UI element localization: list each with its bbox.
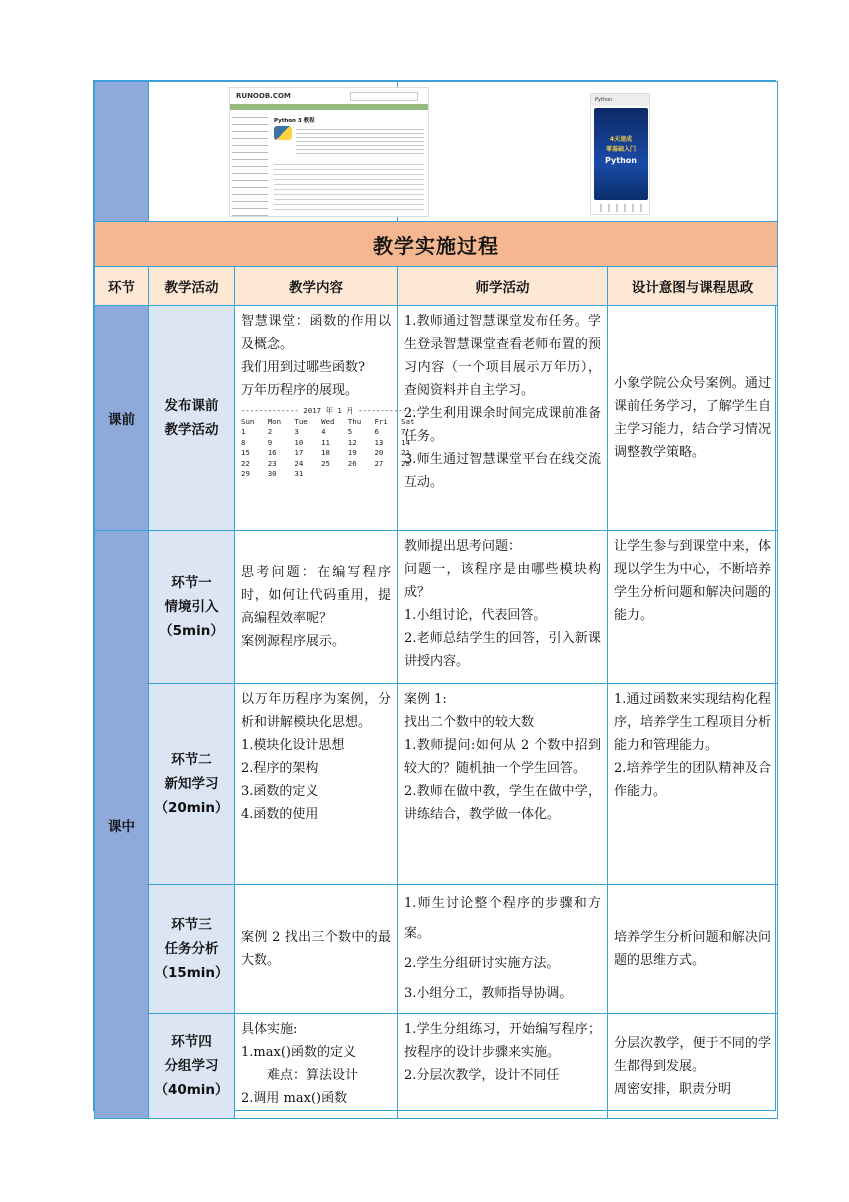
table-row bbox=[95, 684, 778, 885]
teacher-cell bbox=[398, 1014, 608, 1119]
title-row bbox=[95, 222, 778, 267]
header-intent: 设计意图与课程思政 bbox=[608, 267, 778, 306]
content-line: 2.程序的架构 bbox=[241, 761, 319, 776]
table-row bbox=[95, 1014, 778, 1119]
phone-footer-icons bbox=[594, 204, 648, 212]
image-row bbox=[95, 82, 778, 222]
teacher-line: 1.教师通过智慧课堂发布任务。学生登录智慧课堂查看老师布置的预习内容（一个项目展示万年历），查阅资料并自主学习。 bbox=[404, 314, 601, 398]
content-cell bbox=[235, 1014, 398, 1119]
content-line: 以万年历程序为案例，分析和讲解模块化思想。 bbox=[241, 692, 391, 730]
ad-line: 4天速成 bbox=[609, 136, 633, 143]
intent-cell bbox=[608, 1014, 778, 1119]
content-line: 2.调用 max()函数 bbox=[241, 1091, 348, 1106]
content-line: 1.模块化设计思想 bbox=[241, 738, 345, 753]
header-activity: 教学活动 bbox=[149, 267, 235, 306]
content-line: 具体实施: bbox=[241, 1022, 298, 1037]
website-sidebar bbox=[232, 114, 268, 216]
activity-line: 任务分析 bbox=[164, 941, 219, 957]
content-cell bbox=[235, 531, 398, 684]
website-heading: Python 3 教程 bbox=[274, 118, 315, 124]
activity-line: （15min） bbox=[154, 965, 229, 981]
stage-pre: 课前 bbox=[95, 306, 149, 531]
ad-line: 零基础入门 bbox=[605, 146, 636, 153]
content-line: 3.函数的定义 bbox=[241, 784, 319, 799]
website-logo: RUNOOB.COM bbox=[236, 92, 291, 100]
header-content: 教学内容 bbox=[235, 267, 398, 306]
section-title: 教学实施过程 bbox=[95, 222, 778, 267]
activity-cell bbox=[149, 306, 235, 531]
stage-cell-top bbox=[95, 82, 149, 222]
runoob-website-screenshot bbox=[229, 87, 429, 217]
intent-line: 2.培养学生的团队精神及合作能力。 bbox=[614, 761, 771, 799]
content-line: 案例源程序展示。 bbox=[241, 634, 346, 649]
content-line: 智慧课堂：函数的作用以及概念。 bbox=[241, 314, 391, 352]
website-text-block bbox=[274, 160, 424, 214]
teacher-line: 1.小组讨论，代表回答。 bbox=[404, 608, 547, 623]
activity-cell bbox=[149, 531, 235, 684]
intent-line: 分层次教学，便于不同的学生都得到发展。 bbox=[614, 1035, 771, 1074]
header-teacher-student: 师学活动 bbox=[398, 267, 608, 306]
activity-line: 情境引入 bbox=[164, 599, 219, 615]
teacher-line: 问题一，该程序是由哪些模块构成？ bbox=[404, 562, 601, 600]
teacher-line: 3.小组分工，教师指导协调。 bbox=[404, 986, 573, 1001]
intent-line: 培养学生分析问题和解决问题的思维方式。 bbox=[614, 930, 771, 968]
teacher-line: 2.教师在做中教，学生在做中学，讲练结合，教学做一体化。 bbox=[404, 784, 601, 822]
table-row bbox=[95, 885, 778, 1014]
content-cell bbox=[235, 885, 398, 1014]
activity-line: 环节四 bbox=[171, 1034, 212, 1050]
content-line: 4.函数的使用 bbox=[241, 807, 319, 822]
activity-cell bbox=[149, 1014, 235, 1119]
activity-cell bbox=[149, 885, 235, 1014]
activity-line: 环节二 bbox=[171, 752, 212, 768]
calendar-output: ------------- 2017 年 1 月 ------------- Sun Mon Tue Wed Thu Fri Sat 1 2 3 4 5 6 7 8 9 10 11 12 13 14 15 16 17 18 19 20 21 22 23 24 25 26 27 28 29 30 31 bbox=[241, 406, 416, 478]
teacher-line: 1.教师提问:如何从 2 个数中招到较大的？随机抽一个学生回答。 bbox=[404, 738, 601, 776]
content-line: 万年历程序的展现。 bbox=[241, 383, 359, 398]
activity-line: 分组学习 bbox=[164, 1058, 219, 1074]
lesson-plan-table bbox=[93, 80, 776, 1111]
teacher-cell bbox=[398, 531, 608, 684]
teacher-line: 2.老师总结学生的回答，引入新课讲授内容。 bbox=[404, 631, 601, 669]
intent-line: 1.通过函数来实现结构化程序，培养学生工程项目分析能力和管理能力。 bbox=[614, 692, 771, 753]
table-row bbox=[95, 531, 778, 684]
python-course-ad bbox=[594, 108, 648, 200]
intent-cell bbox=[608, 885, 778, 1014]
teacher-line: 1.学生分组练习，开始编写程序；按程序的设计步骤来实施。 bbox=[404, 1022, 601, 1060]
activity-line: 环节一 bbox=[171, 575, 212, 591]
intent-line: 周密安排，职责分明 bbox=[614, 1081, 732, 1097]
activity-line: 新知学习 bbox=[164, 776, 219, 792]
content-line: 难点：算法设计 bbox=[241, 1068, 359, 1083]
intent-cell bbox=[608, 531, 778, 684]
activity-line: （40min） bbox=[154, 1082, 229, 1098]
website-nav-bar bbox=[230, 104, 429, 110]
teacher-cell bbox=[398, 684, 608, 885]
website-search-box bbox=[350, 92, 418, 101]
activity-line: 发布课前 bbox=[164, 398, 219, 414]
phone-screenshot bbox=[590, 93, 650, 215]
activity-line: 环节三 bbox=[171, 917, 212, 933]
content-cell bbox=[235, 306, 416, 531]
content-cell bbox=[235, 684, 398, 885]
stage-in: 课中 bbox=[95, 531, 149, 1119]
content-line: 案例 2 找出三个数中的最大数。 bbox=[241, 930, 391, 968]
teacher-line: 教师提出思考问题： bbox=[404, 539, 522, 554]
teacher-line: 案例 1: bbox=[404, 692, 447, 707]
header-row bbox=[95, 267, 778, 306]
teacher-line: 2.学生分组研讨实施方法。 bbox=[404, 956, 560, 971]
website-text-block bbox=[296, 126, 424, 156]
teacher-line: 2.学生利用课余时间完成课前准备任务。 bbox=[404, 406, 601, 444]
header-stage: 环节 bbox=[95, 267, 149, 306]
intent-cell bbox=[608, 684, 778, 885]
teacher-cell bbox=[398, 306, 608, 531]
teacher-line: 1.师生讨论整个程序的步骤和方案。 bbox=[404, 896, 601, 941]
python-logo-icon bbox=[274, 126, 292, 140]
ad-line: Python bbox=[605, 156, 637, 165]
teacher-line: 3.师生通过智慧课堂平台在线交流互动。 bbox=[404, 452, 601, 490]
activity-line: 教学活动 bbox=[164, 422, 219, 438]
phone-title-bar: Python bbox=[591, 94, 650, 106]
activity-line: （20min） bbox=[154, 800, 229, 816]
teacher-cell bbox=[398, 885, 608, 1014]
content-line: 我们用到过哪些函数? bbox=[241, 360, 365, 375]
activity-line: （5min） bbox=[159, 623, 224, 639]
content-line: 思考问题：在编写程序时，如何让代码重用，提高编程效率呢？ bbox=[241, 565, 391, 626]
phone-image-cell bbox=[398, 82, 778, 222]
teacher-line: 2.分层次教学，设计不同任 bbox=[404, 1068, 560, 1083]
intent-line: 小象学院公众号案例。通过课前任务学习，了解学生自主学习能力，结合学习情况调整教学策略。 bbox=[614, 376, 771, 460]
content-line: 1.max()函数的定义 bbox=[241, 1045, 356, 1060]
activity-cell bbox=[149, 684, 235, 885]
teacher-line: 找出二个数中的较大数 bbox=[404, 715, 535, 730]
intent-cell bbox=[608, 306, 778, 531]
intent-line: 让学生参与到课堂中来，体现以学生为中心，不断培养学生分析问题和解决问题的能力。 bbox=[614, 539, 771, 623]
table-row bbox=[95, 306, 778, 531]
